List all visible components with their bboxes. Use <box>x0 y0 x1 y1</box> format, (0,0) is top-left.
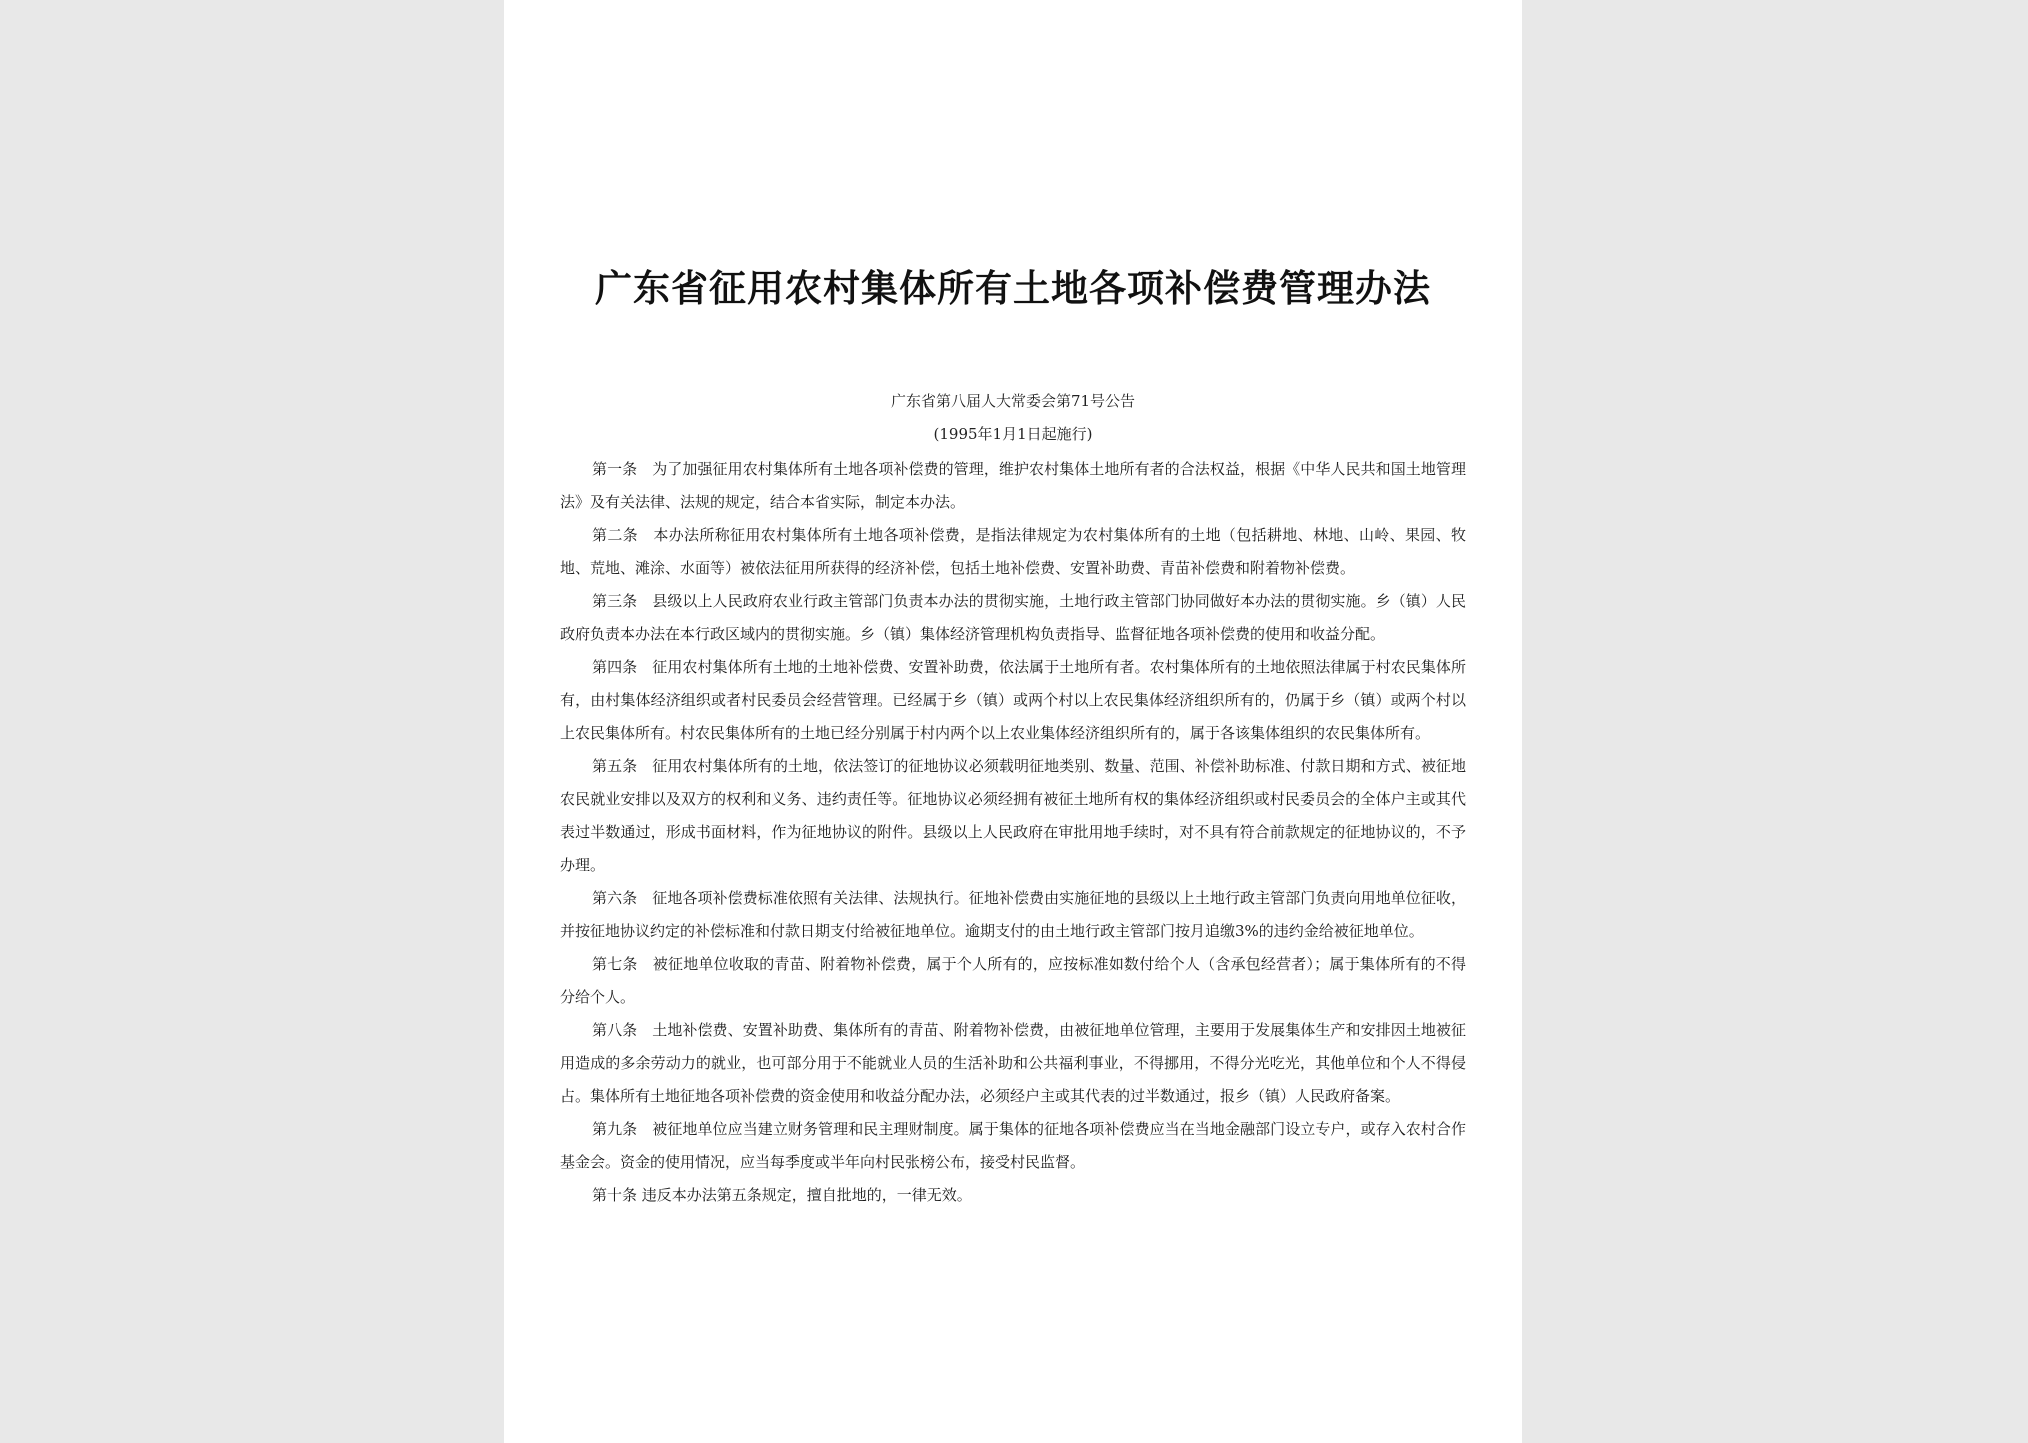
article-1: 第一条 为了加强征用农村集体所有土地各项补偿费的管理，维护农村集体土地所有者的合法权益，根据《中华人民共和国土地管理法》及有关法律、法规的规定，结合本省实际，制定本办法。 <box>560 460 1466 511</box>
article-4: 第四条 征用农村集体所有土地的土地补偿费、安置补助费，依法属于土地所有者。农村集体所有的土地依照法律属于村农民集体所有，由村集体经济组织或者村民委员会经营管理。已经属于乡（镇）或两个村以上农民集体经济组织所有的，仍属于乡（镇）或两个村以上农民集体所有。村农民集体所有的土地已经分别属于村内两个以上农业集体经济组织所有的，属于各该集体组织的农民集体所有。 <box>560 658 1466 742</box>
document-body <box>560 453 1466 1212</box>
document-title: 广东省征用农村集体所有土地各项补偿费管理办法 <box>595 267 1431 310</box>
effective-date-line: (1995年1月1日起施行) <box>933 425 1093 443</box>
document-page <box>504 0 1522 1443</box>
article-10: 第十条 违反本办法第五条规定，擅自批地的，一律无效。 <box>592 1186 972 1204</box>
article-6: 第六条 征地各项补偿费标准依照有关法律、法规执行。征地补偿费由实施征地的县级以上土地行政主管部门负责向用地单位征收，并按征地协议约定的补偿标准和付款日期支付给被征地单位。逾期支付的由土地行政主管部门按月追缴3%的违约金给被征地单位。 <box>560 889 1466 940</box>
article-3: 第三条 县级以上人民政府农业行政主管部门负责本办法的贯彻实施，土地行政主管部门协同做好本办法的贯彻实施。乡（镇）人民政府负责本办法在本行政区域内的贯彻实施。乡（镇）集体经济管理机构负责指导、监督征地各项补偿费的使用和收益分配。 <box>560 592 1466 643</box>
article-9: 第九条 被征地单位应当建立财务管理和民主理财制度。属于集体的征地各项补偿费应当在当地金融部门设立专户，或存入农村合作基金会。资金的使用情况，应当每季度或半年向村民张榜公布，接受村民监督。 <box>560 1120 1466 1171</box>
issuer-line: 广东省第八届人大常委会第71号公告 <box>890 392 1136 410</box>
article-8: 第八条 土地补偿费、安置补助费、集体所有的青苗、附着物补偿费，由被征地单位管理，主要用于发展集体生产和安排因土地被征用造成的多余劳动力的就业，也可部分用于不能就业人员的生活补助和公共福利事业，不得挪用，不得分光吃光，其他单位和个人不得侵占。集体所有土地征地各项补偿费的资金使用和收益分配办法，必须经户主或其代表的过半数通过，报乡（镇）人民政府备案。 <box>560 1021 1466 1105</box>
article-2: 第二条 本办法所称征用农村集体所有土地各项补偿费，是指法律规定为农村集体所有的土地（包括耕地、林地、山岭、果园、牧地、荒地、滩涂、水面等）被依法征用所获得的经济补偿，包括土地补偿费、安置补助费、青苗补偿费和附着物补偿费。 <box>560 526 1466 577</box>
article-5: 第五条 征用农村集体所有的土地，依法签订的征地协议必须载明征地类别、数量、范围、补偿补助标准、付款日期和方式、被征地农民就业安排以及双方的权利和义务、违约责任等。征地协议必须经拥有被征土地所有权的集体经济组织或村民委员会的全体户主或其代表过半数通过，形成书面材料，作为征地协议的附件。县级以上人民政府在审批用地手续时，对不具有符合前款规定的征地协议的，不予办理。 <box>560 757 1466 874</box>
article-7: 第七条 被征地单位收取的青苗、附着物补偿费，属于个人所有的，应按标准如数付给个人（含承包经营者）；属于集体所有的不得分给个人。 <box>560 955 1466 1006</box>
